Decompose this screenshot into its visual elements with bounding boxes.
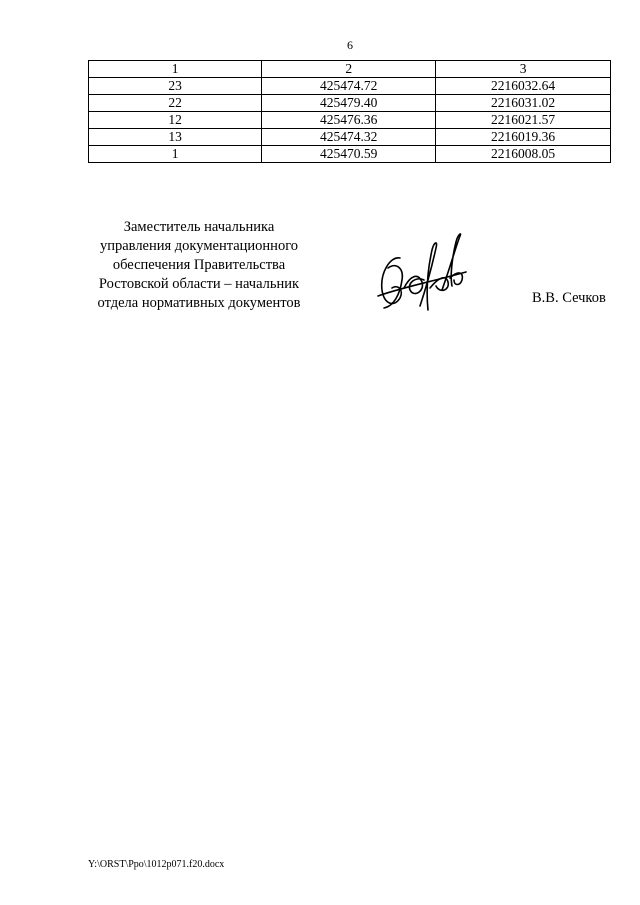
table-cell: 2216019.36 [436,129,611,146]
table-row [89,95,611,112]
table-header-cell: 2 [262,61,436,78]
table-cell: 425476.36 [262,112,436,129]
table-cell: 425470.59 [262,146,436,163]
table-row [89,129,611,146]
signer-position-line: Ростовской области – начальник [98,276,300,292]
signer-position-line: Заместитель начальника [123,219,275,235]
signer-position-line: управления документационного [99,238,299,254]
table-cell: 2216032.64 [436,78,611,95]
table-header-cell: 1 [89,61,262,78]
table-cell: 425474.32 [262,129,436,146]
table-cell: 1 [89,146,262,163]
signer-position-line: обеспечения Правительства [112,257,286,273]
table-cell: 2216031.02 [436,95,611,112]
table-row [89,146,611,163]
table-cell: 2216008.05 [436,146,611,163]
table-cell: 12 [89,112,262,129]
table-header-cell: 3 [436,61,611,78]
table-row [89,112,611,129]
table-cell: 2216021.57 [436,112,611,129]
table-row [89,78,611,95]
signer-position [80,218,318,313]
footer-file-path: Y:\ORST\Ppo\1012p071.f20.docx [88,859,225,870]
table-header-row [89,61,611,78]
table-cell: 13 [89,129,262,146]
page-number: 6 [347,38,353,52]
table-cell: 23 [89,78,262,95]
table-cell: 22 [89,95,262,112]
signer-name: В.В. Сечков [532,290,606,306]
table-cell: 425474.72 [262,78,436,95]
handwritten-signature [370,228,470,316]
table-cell: 425479.40 [262,95,436,112]
coordinates-table [88,60,611,163]
signer-position-line: отдела нормативных документов [97,295,301,311]
